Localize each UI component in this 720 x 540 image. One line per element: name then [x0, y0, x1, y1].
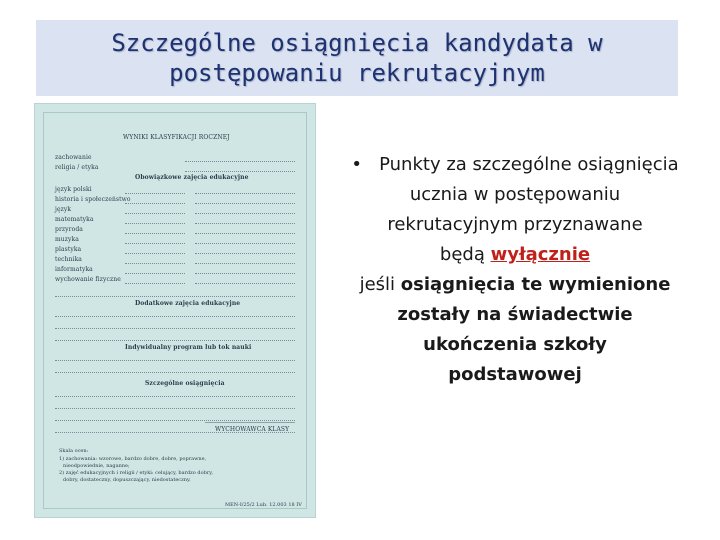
dotted-line	[185, 171, 295, 172]
subject-2: język	[55, 206, 72, 213]
bullet-text-line-2: ucznia w postępowaniu	[409, 184, 621, 205]
dotted-line	[125, 273, 185, 274]
dotted-line	[195, 233, 295, 234]
teacher-label: WYCHOWAWCA KLASY	[215, 426, 290, 433]
bullet-text-line-7: ukończenia szkoły	[423, 334, 607, 355]
dotted-line	[55, 420, 295, 421]
dotted-line	[195, 193, 295, 194]
certificate-image	[34, 103, 316, 518]
bullet-line-4	[330, 240, 700, 270]
signature-line	[205, 422, 295, 423]
subject-7: technika	[55, 256, 82, 263]
subject-0: język polski	[55, 186, 92, 193]
dotted-line	[195, 263, 295, 264]
subject-8: informatyka	[55, 266, 93, 273]
slide-title	[36, 20, 678, 96]
bullet-line-5	[330, 270, 700, 300]
bullet-text-line-6: zostały na świadectwie	[397, 304, 633, 325]
dotted-line	[55, 340, 295, 341]
section-individual: Indywidualny program lub tok nauki	[125, 344, 252, 351]
section-achievements: Szczególne osiągnięcia	[145, 380, 225, 387]
bullet-text-line-8: podstawowej	[448, 364, 582, 385]
bullet-text-line-4-pre: będą	[439, 244, 491, 265]
dotted-line	[195, 283, 295, 284]
dotted-line	[125, 213, 185, 214]
footnote-4: dobry, dostateczny, dopuszczający, niedostateczny.	[63, 477, 191, 483]
dotted-line	[55, 360, 295, 361]
dotted-line	[125, 193, 185, 194]
subject-4: przyroda	[55, 226, 83, 233]
title-line-2: postępowaniu rekrutacyjnym	[169, 59, 545, 87]
dotted-line	[195, 213, 295, 214]
bullet-point	[330, 150, 700, 390]
footnote-title: Skala ocen:	[59, 448, 89, 454]
dotted-line	[125, 263, 185, 264]
bullet-text-line-5-pre: jeśli	[359, 274, 401, 295]
bullet-text-line-1: Punkty za szczególne osiągnięcia	[379, 154, 679, 175]
section-mandatory: Obowiązkowe zajęcia edukacyjne	[135, 174, 249, 181]
form-code: MEN-I/25/2 Lub. 12.003 18 IV	[225, 502, 302, 508]
dotted-line	[185, 161, 295, 162]
dotted-line	[55, 372, 295, 373]
title-line-1: Szczególne osiągnięcia kandydata w	[111, 29, 603, 57]
subject-3: matematyka	[55, 216, 94, 223]
bullet-text-line-3: rekrutacyjnym przyznawane	[387, 214, 643, 235]
dotted-line	[195, 243, 295, 244]
label-religion: religia / etyka	[55, 164, 99, 171]
dotted-line	[195, 273, 295, 274]
bullet-icon: •	[351, 154, 362, 175]
dotted-line	[55, 316, 295, 317]
dotted-line	[195, 203, 295, 204]
subject-9: wychowanie fizyczne	[55, 276, 121, 283]
dotted-line	[125, 203, 185, 204]
dotted-line	[125, 233, 185, 234]
dotted-line	[55, 296, 295, 297]
subject-1: historia i społeczeństwo	[55, 196, 131, 203]
bullet-line-1	[330, 150, 700, 180]
subject-5: muzyka	[55, 236, 79, 243]
emphasis-only: wyłącznie	[490, 244, 591, 265]
section-additional: Dodatkowe zajęcia edukacyjne	[135, 300, 241, 307]
bullet-text-line-5-bold: osiągnięcia te wymienione	[400, 274, 671, 295]
certificate-header: WYNIKI KLASYFIKACJI ROCZNEJ	[123, 134, 230, 141]
footnote-2: nieodpowiednie, naganne;	[63, 463, 130, 469]
dotted-line	[125, 223, 185, 224]
dotted-line	[55, 328, 295, 329]
label-behavior: zachowanie	[55, 154, 92, 161]
dotted-line	[55, 396, 295, 397]
dotted-line	[55, 408, 295, 409]
footnote-1: 1) zachowania: wzorowe, bardzo dobre, dobre, poprawne,	[59, 456, 207, 462]
dotted-line	[125, 283, 185, 284]
dotted-line	[195, 253, 295, 254]
footnote-3: 2) zajęć edukacyjnych i religii / etyki: celujący, bardzo dobry,	[59, 470, 213, 476]
dotted-line	[125, 253, 185, 254]
dotted-line	[195, 223, 295, 224]
subject-6: plastyka	[55, 246, 82, 253]
dotted-line	[125, 243, 185, 244]
